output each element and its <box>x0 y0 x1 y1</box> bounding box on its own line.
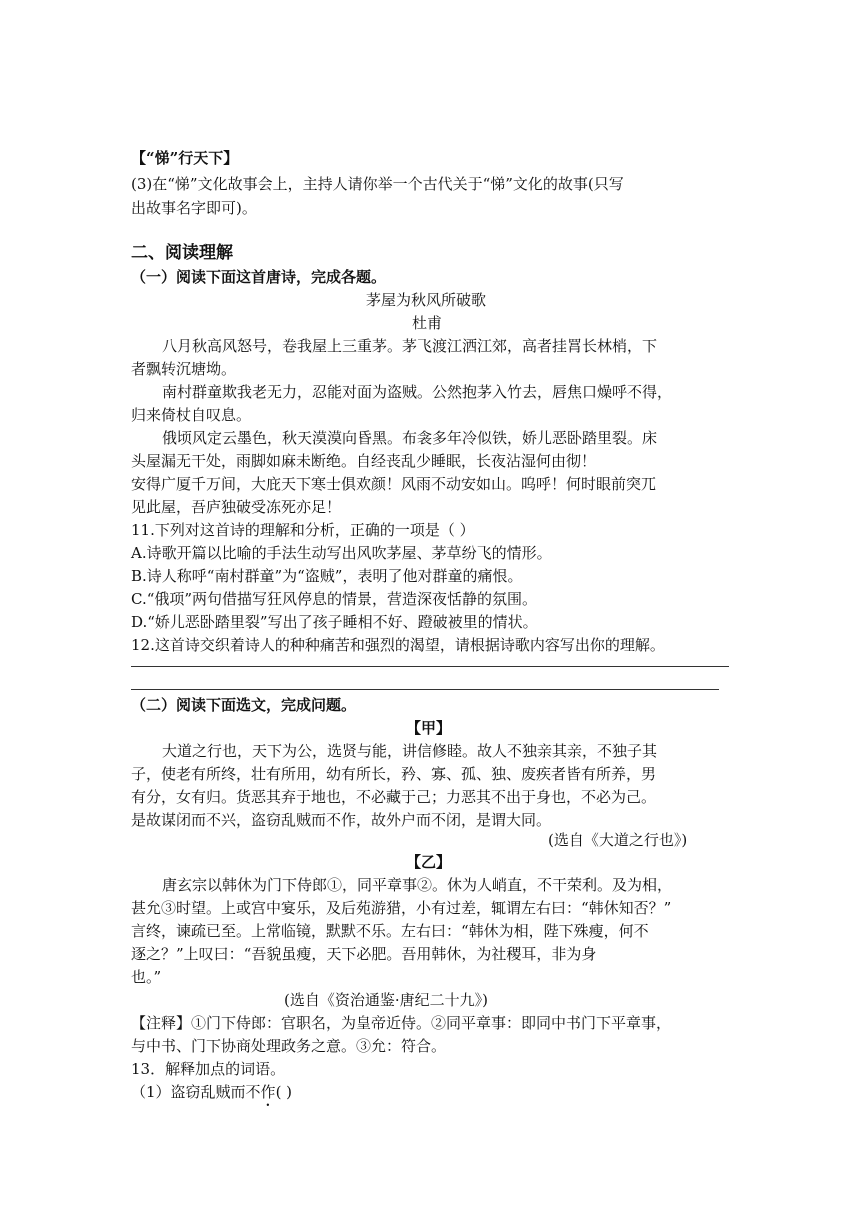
question-11-option-b: B.诗人称呼“南村群童”为“盗贼”，表明了他对群童的痛恨。 <box>131 567 523 585</box>
poem-line: 归来倚杖自叹息。 <box>131 406 252 424</box>
question-11-stem: 11.下列对这首诗的理解和分析，正确的一项是（ ） <box>131 521 475 539</box>
yi-label: 【乙】 <box>406 853 452 871</box>
question-13: 13．解释加点的词语。 <box>131 1060 286 1078</box>
jia-label: 【甲】 <box>406 719 452 737</box>
jia-text-line: 大道之行也，天下为公，选贤与能，讲信修睦。故人不独亲其亲，不独子其 <box>162 742 658 760</box>
poem-title: 茅屋为秋风所破歌 <box>366 291 487 309</box>
section-2-title: 二、阅读理解 <box>131 243 233 263</box>
question-13-item-1-prefix: （1）盗窃乱贼而不 <box>131 1083 261 1101</box>
yi-text-line: 甚允③时望。上或宫中宴乐，及后苑游猎，小有过差，辄谓左右曰：“韩休知否？” <box>131 899 672 917</box>
poem-line: 南村群童欺我老无力，忍能对面为盗贼。公然抱茅入竹去，唇焦口燥呼不得， <box>162 383 673 401</box>
notes-line1: 【注释】①门下侍郎：官职名，为皇帝近侍。②同平章事：即同中书门下平章事， <box>131 1014 672 1032</box>
answer-line <box>131 666 729 667</box>
part-2-heading: （二）阅读下面选文，完成问题。 <box>131 696 357 714</box>
poem-line: 头屋漏无干处，雨脚如麻未断绝。自经丧乱少睡眠，长夜沾湿何由彻！ <box>131 452 597 470</box>
question-11-option-a: A.诗歌开篇以比喻的手法生动写出风吹茅屋、茅草纷飞的情形。 <box>131 544 552 562</box>
question-11-option-c: C.“俄项”两句借描写狂风停息的情景，营造深夜恬静的氛围。 <box>131 590 538 608</box>
jia-text-line: 有分，女有归。货恶其弃于地也，不必藏于己；力恶其不出于身也，不必为己。 <box>131 788 657 806</box>
jia-source: (选自《大道之行也》) <box>548 831 688 849</box>
yi-text-line: 言终，谏疏已至。上常临镜，默默不乐。左右曰：“韩休为相，陛下殊瘦，何不 <box>131 922 649 940</box>
yi-text-line: 逐之？”上叹曰：“吾貌虽瘦，天下必肥。吾用韩休，为社稷耳，非为身 <box>131 945 597 963</box>
question-3-line2: 出故事名字即可)。 <box>131 199 257 217</box>
question-11-option-d: D.“娇儿恶卧踏里裂”写出了孩子睡相不好、蹬破被里的情状。 <box>131 613 538 631</box>
question-13-item-1 <box>131 1081 292 1110</box>
answer-line <box>131 689 719 690</box>
poem-line: 见此屋，吾庐独破受冻死亦足！ <box>131 498 342 516</box>
poem-author: 杜甫 <box>412 314 443 332</box>
jia-text-line: 子，使老有所终，壮有所用，幼有所长，矜、寡、孤、独、废疾者皆有所养，男 <box>131 765 657 783</box>
question-12: 12.这首诗交织着诗人的种种痛苦和强烈的渴望，请根据诗歌内容写出你的理解。 <box>131 636 665 654</box>
poem-line: 安得广厦千万间，大庇天下寒士俱欢颜！风雨不动安如山。呜呼！何时眼前突兀 <box>131 475 657 493</box>
dotted-word: 作 <box>260 1083 276 1101</box>
poem-line: 者飘转沉塘坳。 <box>131 360 237 378</box>
section-heading-ti: 【“悌”行天下】 <box>131 149 239 167</box>
poem-line: 八月秋高风怒号，卷我屋上三重茅。茅飞渡江洒江郊，高者挂罥长林梢，下 <box>162 337 658 355</box>
poem-line: 俄顷风定云墨色，秋天漠漠向昏黑。布衾多年冷似铁，娇儿恶卧踏里裂。床 <box>162 429 658 447</box>
yi-text-line: 唐玄宗以韩休为门下侍郎①，同平章事②。休为人峭直，不干荣利。及为相， <box>162 876 673 894</box>
yi-source: (选自《资治通鉴·唐纪二十九》) <box>284 991 488 1009</box>
yi-text-line: 也。” <box>131 968 162 986</box>
question-3-line1: (3)在“悌”文化故事会上，主持人请你举一个古代关于“悌”文化的故事(只写 <box>131 175 624 193</box>
part-1-heading: （一）阅读下面这首唐诗，完成各题。 <box>131 268 387 286</box>
answer-blank[interactable]: ( ) <box>275 1083 293 1101</box>
notes-line2: 与中书、门下协商处理政务之意。③允：符合。 <box>131 1037 447 1055</box>
jia-text-line: 是故谋闭而不兴，盗窃乱贼而不作，故外户而不闭，是谓大同。 <box>131 811 552 829</box>
